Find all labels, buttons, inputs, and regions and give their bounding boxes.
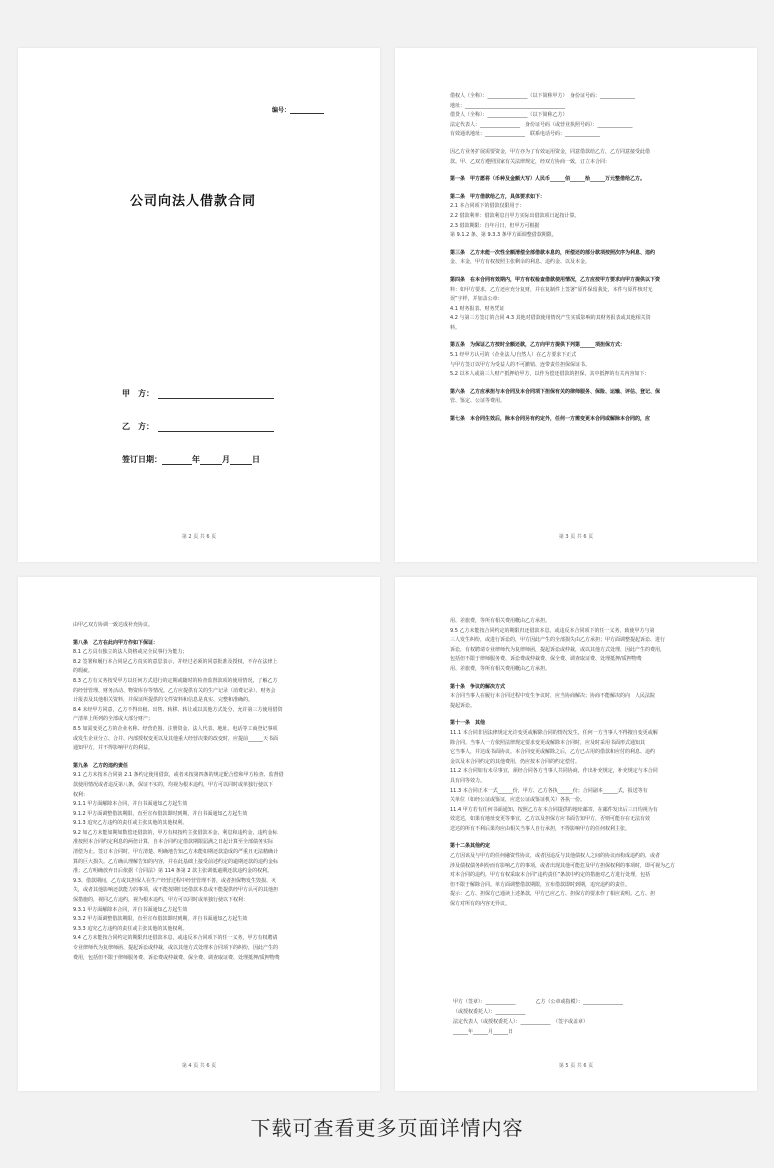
paragraph-gap: [450, 675, 705, 683]
text-line: 通知甲方，并不得影响甲方的利益。: [73, 745, 154, 752]
text-line: 管、鉴定、公证等费用。: [450, 398, 506, 405]
text-line: 9.3.3 追究乙方违约的责任或主张其他的其他权利。: [73, 925, 188, 932]
text-line: 第四条 在本合同有效期内，甲方有权检查借款使用情况，乙方应按甲方要求向甲方提供以下资: [450, 276, 661, 283]
text-line: 5.1 经甲方认可的（企业法人/自然人）在乙方要求下正式: [450, 352, 577, 359]
text-line: 第十一条 其他: [450, 720, 486, 727]
text-line: 8.1 乙方具有独立的法人资格或完全民事行为能力；: [73, 649, 188, 656]
text-line: 9.1.3 追究乙方违约的责任或主张其他的其他权利。: [73, 820, 188, 827]
text-line: 8.4 未经甲方同意，乙方不得出租、出售、转移、转让或以其他方式处分，允许第三方使用借资: [73, 706, 283, 713]
party-b-label: 乙 方：: [122, 422, 154, 431]
paragraph-gap: [450, 167, 705, 175]
text-line: 提起诉讼。: [450, 702, 476, 709]
text-line: 第九条 乙方的违约责任: [73, 762, 129, 769]
text-line: 11.3 本合同正本一式______份，甲方、乙方各执______份；合同副本______式，报送等有: [450, 787, 648, 794]
text-line: 第二条 甲方借款给乙方，具体要求如下：: [450, 193, 546, 200]
party-b-blank: [158, 431, 274, 432]
month-label: 月: [222, 455, 230, 464]
sign-party-a: 甲方（签章）：____________: [453, 999, 516, 1005]
text-line: 9.5 乙方未能按合同约定的期限归还借款本息，或违反本合同项下的任一义务，致使甲方与第: [450, 627, 655, 634]
contract-title: 公司向法人借款合同: [130, 194, 257, 209]
text-line: 保措施的，视同乙方违约，视为根本违约，甲方可以同时或单独行使以下权利：: [73, 897, 249, 904]
paragraph-gap: [450, 241, 705, 249]
text-line: 但不限于解除合同。单方面调整借款期限，宣布借款即时到期，追究违约的责任。: [450, 881, 631, 888]
page-footer: 第 4 页 共 6 页: [181, 1063, 217, 1069]
text-line: 料：如甲方要求，乙方还应充分复财，并在复制件上签署“原件保留我处，本件与原件核对无: [450, 286, 653, 293]
text-line: 9.1.1 甲方面解除本合同，并自书面通知乙方起生效: [73, 801, 188, 808]
party-a-row: [122, 388, 274, 399]
text-line: 与甲方签订以甲方为受益人的不可撤销、连带责任担保保证书。: [450, 361, 591, 368]
paragraph-gap: [73, 754, 328, 762]
page-body: [450, 617, 705, 910]
sign-party-b: 乙方（公章或指模）：________________: [535, 999, 624, 1005]
text-line: 效送达，如果有地址变更等事宜，乙方以及担保方应书面告知甲方，否则可能存在无法有效: [450, 816, 651, 823]
text-line: 4.1 财务报表、财务凭证: [450, 305, 505, 312]
paragraph-gap: [450, 380, 705, 388]
text-line: 具有同等效力。: [450, 777, 486, 784]
month-blank: [200, 464, 222, 465]
text-line: 借贷人（全称）：________________（以下简称乙方）: [450, 112, 568, 119]
text-line: 第十二条其他约定: [450, 843, 491, 850]
text-line: 4.2 与第三方签订的合同 4.3 其他对借款使用情况产生实质影响的其财务报表或其他相关资: [450, 315, 651, 322]
text-line: 诉讼，有权聘请专业律师代为复律师函，提起诉讼或仲裁，或以其他方式处理，因此产生的费用，: [450, 646, 666, 653]
text-line: 第 9.1.2 条、第 9.3.3 条甲方面调整借款期限。: [450, 232, 557, 239]
text-line: 的瑕疵。: [73, 668, 94, 675]
page-footer: 第 3 页 共 6 页: [558, 534, 594, 540]
text-line: 用、差旅费，等所有相关费用概由乙方承担。: [450, 618, 551, 624]
text-line: 第五条 为保证乙方按时全额还款，乙方向甲方提供下列第______项担保方式：: [450, 342, 626, 349]
contract-page-3: [18, 577, 380, 1091]
text-line: 料。: [450, 324, 461, 331]
text-line: 包括但不限于律师服务费、诉讼费或仲裁费、保全费、调查取证费、处理抵押/质押物费: [450, 656, 642, 663]
contract-number-text: 编号：: [271, 107, 290, 114]
text-line: 款。甲、乙双方遵照国家有关法律规定，经双方协商一致，订立本合同：: [450, 158, 611, 165]
text-line: 9.3.2 甲方面调整借款期限，直至宣布借款即时到期，并自书面通知乙方起生效: [73, 916, 248, 923]
year-label: 年: [192, 455, 200, 464]
text-line: 第六条 乙方应承担与本合同及本合同项下担保有关的律师服务、保险、运输、评估、登记、保: [450, 388, 661, 395]
text-line: 金以及本合同约定的其他费用，仍应按本合同的约定偿付。: [450, 758, 581, 765]
paragraph-gap: [450, 711, 705, 719]
text-line: 涉及债权债务纠纷而有影响乙方的事项，或者出现其他可能危及甲方担保权利的事项时，即可视为乙方: [450, 862, 676, 869]
text-line: 2.1 本合同项下的借款仅限用于：: [450, 203, 525, 210]
contract-page-2: [395, 48, 757, 562]
contract-number-blank: [290, 113, 324, 114]
text-line: 2.2 借款利率：借款利息自甲方实际出借款项日起按计算。: [450, 212, 580, 219]
paragraph-gap: [450, 268, 705, 276]
party-b-row: [122, 421, 274, 432]
text-line: 第八条 乙方在此向甲方作如下保证：: [73, 639, 159, 646]
sign-representative: 法定代表人（或授权委托人）：____________ （签字或盖章）: [453, 1019, 589, 1025]
page-body: [73, 621, 328, 963]
text-line: 9.1.2 甲方面调整借款期限，直至宣布借款即时到期，并自书面通知乙方起生效: [73, 810, 248, 817]
year-blank: [162, 464, 192, 465]
text-line: 准按照本合同约定利息的两倍计算，自本合同约定借款期限届满之日起计算至全部债务实际: [73, 839, 274, 846]
text-line: 法定代表人：________________ 身份证号码（或营业执照号码）：______________: [450, 121, 633, 128]
text-line: 由甲乙双方协调一致达成补充协议。: [73, 622, 154, 628]
sign-date: ______年______月______日: [453, 1029, 514, 1035]
text-line: 借权人（全称）：________________（以下简称甲方） 身份证号码：______________: [450, 93, 636, 99]
text-line: 8.5 如需变更乙方的企业名称、经营范围、注册资金、法人代表、地址、电话等工商登记事项: [73, 725, 278, 732]
text-line: 送达的所有不利后果均应由相关当事人自行承担，不得影响甲方的任何权利主张。: [450, 825, 631, 832]
paragraph-gap: [450, 407, 705, 415]
text-line: 失，或者其他影响还款能力的事项，或不能按期归还借款本息或不能提供经甲方认可的其他担: [73, 887, 279, 894]
text-line: 关单位（如经公证或鉴证，应送公证或鉴证机关）各执一份。: [450, 797, 586, 804]
page-footer: 第 5 页 共 6 页: [558, 1063, 594, 1069]
sign-date-row: [122, 454, 260, 465]
text-line: 因乙方业务扩展需要资金，甲方亦为了有效运用资金，同意借款给乙方，乙方同意接受此借: [450, 148, 651, 155]
cover-page: [18, 48, 380, 562]
text-line: 地址：________________________________________: [450, 102, 566, 109]
text-line: 第七条 本合同生效后，除本合同另有约定外，任何一方需变更本合同或解除本合同的，应: [450, 416, 651, 423]
text-line: 计报表及其他相关资料，并保证所提供的文件资料和信息是真实、完整和准确的。: [73, 697, 254, 704]
sign-date-label: 签订日期：: [122, 455, 162, 464]
text-line: 对本合同的违约，甲方有权采取本合同“违约责任”条款中约定的措施对乙方进行处理，包括: [450, 872, 651, 879]
text-line: 用、差旅费，等所有相关费用概由乙方承担。: [450, 665, 551, 672]
text-line: 8.3 乙方有义务按受甲方以任何方式进行的定期或随时的检查监督款项的使用情况，了解乙方: [73, 677, 278, 684]
party-a-blank: [158, 398, 274, 399]
paragraph-gap: [450, 185, 705, 193]
text-line: 或发生企业分立、合并、内部授权变更以及其他重大经营决策的改变时，应提前______天书面: [73, 735, 279, 742]
text-line: 它当事人，并达成书面协议。本合同变更或解除之后，乙方已占用的借款和应付的利息、违约: [450, 749, 656, 756]
text-line: 本合同当事人在履行本合同过程中发生争议时，应当协商解决；协商不能解决的向 人民法院: [450, 693, 656, 700]
text-line: 款使用情况或者违反第八条，保证不实的，均视为根本违约，甲方可以同时或单独行使以下: [73, 781, 274, 788]
text-line: 11.1 本合同非因法律规定允许变更或解除合同的情况发生，任何一方当事人不得擅自变更或解: [450, 729, 658, 736]
contract-number-label: [272, 105, 324, 114]
party-a-label: 甲 方：: [122, 389, 154, 398]
text-line: 第十条 争议的解决方式: [450, 683, 506, 690]
text-line: 11.2 本合同如有未尽事宜，须经合同各方当事人共同协商，作出补充规定，补充规定与本合同: [450, 768, 658, 775]
sign-authorized: （或授权委托人）：____________: [453, 1009, 526, 1015]
text-line: 8.2 签署和履行本合同是乙方真实的意思表示，并经过必须的同意批准及授权，不存在法律上: [73, 658, 278, 665]
text-line: 产清单上所列的全部或大部分财产；: [73, 716, 154, 723]
text-line: 提示：乙方、担保方已通读上述条款，甲方已应乙方、担保方的要求作了相应说明。乙方、担: [450, 891, 656, 898]
text-line: 专业律师代为复律师函、提起诉讼或仲裁，或以其他方式处理本合同项下的纠纷，因此产生的: [73, 945, 279, 951]
paragraph-gap: [450, 834, 705, 842]
day-blank: [230, 464, 252, 465]
paragraph-gap: [450, 333, 705, 341]
text-line: 费用，包括但不限于律师服务费、诉讼费或仲裁费、保全费、调查取证费、处理抵押/质押物费: [73, 954, 280, 961]
page-body: [450, 92, 705, 425]
text-line: 算的巨大损失。乙方确认理解告知的内容，并在此基础上接受前述约定的逾期还款的违约金标: [73, 858, 279, 865]
text-line: 2.3 借款期限：自年月日，但甲方可根据: [450, 222, 540, 229]
text-line: 除合同。当事人一方依照法律规定要求变更或解除本合同时，应及时采用书面形式通知其: [450, 739, 646, 746]
text-line: 第三条 乙方未能一次性全额清偿全部借款本息的，所偿还的部分款项按照次序为利息、违约: [450, 249, 656, 256]
text-line: 误”字样，并加盖公章：: [450, 296, 503, 303]
text-line: 9.3.1 甲方面解除本合同，并自书面通知乙方起生效: [73, 906, 188, 913]
text-line: 乙方因该及与甲方的任何融资性协议，或者因违反与其他债权人之间的协议而构成违约的，或者: [450, 853, 661, 860]
text-line: 的经营管理、财务活动、物资库存等情况。乙方应提供有关的生产记录（消费记录）、财务会: [73, 687, 276, 694]
page-footer: 第 2 页 共 6 页: [181, 534, 217, 540]
text-line: 11.4 甲方若有任何书面通知，按照乙方在本合同提供的地址邮寄，在邮件发出后三日均视为有: [450, 806, 658, 813]
paragraph-gap: [450, 140, 705, 148]
text-line: 三人发生纠纷，或进行诉讼的，甲方因此产生的全部损失由乙方承担；甲方面调整提起诉讼、进行: [450, 637, 666, 644]
text-line: 9.1 乙方未按本合同第 2.1 条约定使用借款，或者未按第四条的规定配合偿和甲方检查、监督借: [73, 772, 284, 779]
text-line: 9.4 乙方未能按合同约定的期限归还借款本息，或违反本合同项下的任一义务，甲方有权聘请: [73, 935, 278, 942]
text-line: 金、本金，甲方有权按照主张剩余的利息、违约金、以及本金。: [450, 259, 591, 266]
text-line: 有效通讯地址：________________ 联系电话号码：______________: [450, 131, 601, 138]
text-line: 清偿为止。签订本合同时，甲方清楚、明确地告知乙方未能如期还款造成的严重且无法精确计: [73, 849, 279, 856]
download-more-banner[interactable]: 下载可查看更多页面详情内容: [250, 1116, 524, 1140]
text-line: 保方对所有的内容无异议。: [450, 901, 511, 908]
paragraph-gap: [73, 631, 328, 639]
contract-page-4: [395, 577, 757, 1091]
text-line: 9.3、借款期间，乙方或其担保人在生产经营过程中经营管理不善，或者担保物发生毁损、灭: [73, 877, 276, 884]
text-line: 5.2 以本人或第三人财产抵押给甲方，以作为偿还借款的担保，其中抵押的有关内容如下：: [450, 371, 650, 378]
text-line: 权利：: [73, 791, 89, 798]
text-line: 9.2 如乙方未能如期如数偿还借款的，甲方有权按约主张借款本金、利息和违约金，违约金标: [73, 829, 278, 836]
text-line: 第一条 甲方愿将（币种及金额大写）人民币______佰______拾______万元整借给乙方。: [450, 176, 646, 183]
day-label: 日: [252, 455, 260, 464]
signature-block: [453, 997, 705, 1037]
text-line: 准；乙方明确放弃日后依据《合同法》第 114 条第 2 款主张调低逾期还款违约金的权利。: [73, 868, 273, 875]
